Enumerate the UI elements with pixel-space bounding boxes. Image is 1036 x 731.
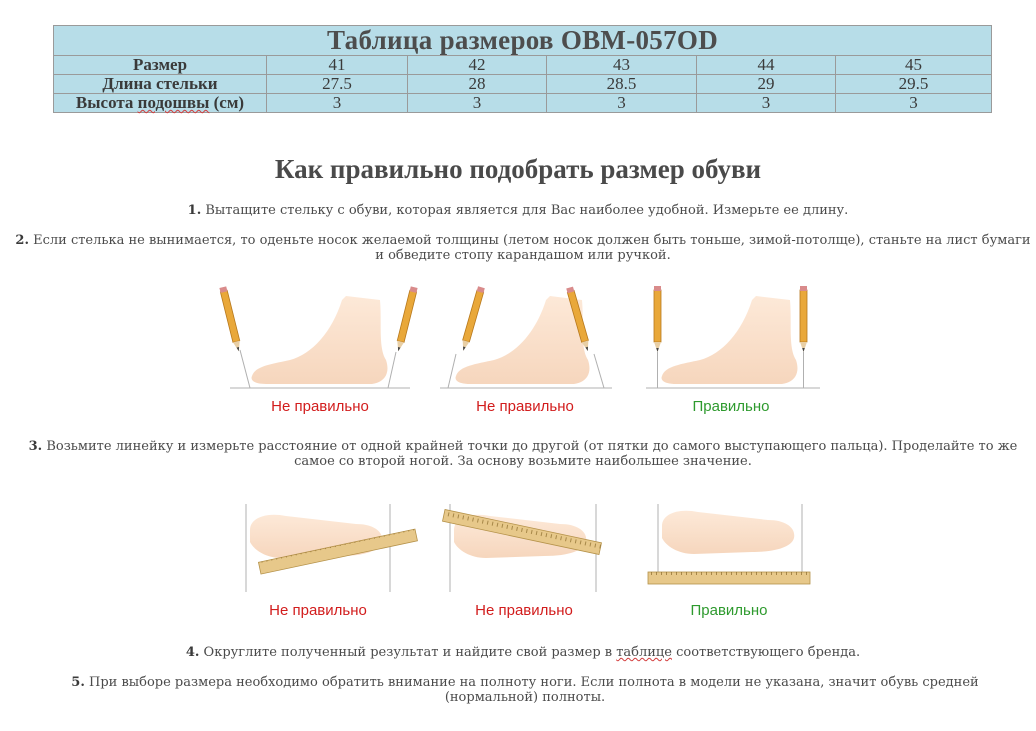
ruler-icon xyxy=(648,572,810,584)
step-3: 3. Возьмите линейку и измерьте расстояние от одной крайней точки до другой (от пятки до самого выступающего пальца). Проделайте то же самое со второй ногой. За основу возьмите наибольшее значение. xyxy=(28,439,1018,469)
pencil-panel-2 xyxy=(440,286,612,388)
pencil-icon xyxy=(800,286,807,352)
sole-height-cell: 3 xyxy=(267,94,408,113)
sole-height-row xyxy=(54,94,992,113)
size-table-title-row xyxy=(54,26,992,56)
insole-length-cell: 28.5 xyxy=(547,75,697,94)
foot-icon xyxy=(252,296,388,384)
sole-height-cell: 3 xyxy=(836,94,992,113)
ruler-measuring-illustration xyxy=(236,500,816,596)
pencil-icon xyxy=(395,286,418,352)
guide-heading: Как правильно подобрать размер обуви xyxy=(274,154,762,184)
ruler-label-wrong-2: Не правильно xyxy=(475,602,573,619)
ruler-panel-2 xyxy=(443,504,602,592)
size-cell: 45 xyxy=(836,56,992,75)
size-cell: 42 xyxy=(408,56,547,75)
ruler-panel-1 xyxy=(246,504,417,592)
step-4: 4. Округлите полученный результат и найдите свой размер в таблице соответствующего бренда. xyxy=(185,645,861,660)
insole-length-cell: 29 xyxy=(697,75,836,94)
sole-height-label: Высота подошвы (см) xyxy=(54,94,267,113)
step-5: 5. При выборе размера необходимо обратить внимание на полноту ноги. Если полнота в модели не указана, значит обувь средней (нормальной) полноты. xyxy=(71,675,979,705)
ruler-label-correct: Правильно xyxy=(690,602,768,619)
size-table-title: Таблица размеров OBM-057OD xyxy=(54,26,992,56)
sole-height-cell: 3 xyxy=(408,94,547,113)
ruler-label-wrong-1: Не правильно xyxy=(269,602,367,619)
size-row-label: Размер xyxy=(54,56,267,75)
pencil-panel-1 xyxy=(219,286,417,388)
insole-length-cell: 29.5 xyxy=(836,75,992,94)
size-cell: 41 xyxy=(267,56,408,75)
foot-icon xyxy=(662,511,794,554)
insole-length-cell: 27.5 xyxy=(267,75,408,94)
pencil-label-correct: Правильно xyxy=(692,398,770,415)
pencil-label-wrong-2: Не правильно xyxy=(476,398,574,415)
pencil-tracing-illustration xyxy=(210,282,840,394)
foot-icon xyxy=(662,296,798,384)
pencil-panel-3 xyxy=(646,286,820,388)
size-cell: 43 xyxy=(547,56,697,75)
pencil-icon xyxy=(219,286,242,352)
size-row xyxy=(54,56,992,75)
pencil-label-wrong-1: Не правильно xyxy=(271,398,369,415)
insole-length-label: Длина стельки xyxy=(54,75,267,94)
sole-height-cell: 3 xyxy=(697,94,836,113)
size-table xyxy=(53,25,992,113)
ruler-panel-3 xyxy=(648,504,810,584)
step-1: 1. Вытащите стельку с обуви, которая является для Вас наиболее удобной. Измерьте ее длину. xyxy=(187,203,849,218)
pencil-icon xyxy=(460,286,485,351)
step-2: 2. Если стелька не вынимается, то оденьте носок желаемой толщины (летом носок должен быть тоньше, зимой-потолще), станьте на лист бумаги и обведите стопу карандашом или ручкой. xyxy=(15,233,1031,263)
sole-height-cell: 3 xyxy=(547,94,697,113)
insole-length-row xyxy=(54,75,992,94)
size-cell: 44 xyxy=(697,56,836,75)
pencil-icon xyxy=(654,286,661,352)
insole-length-cell: 28 xyxy=(408,75,547,94)
